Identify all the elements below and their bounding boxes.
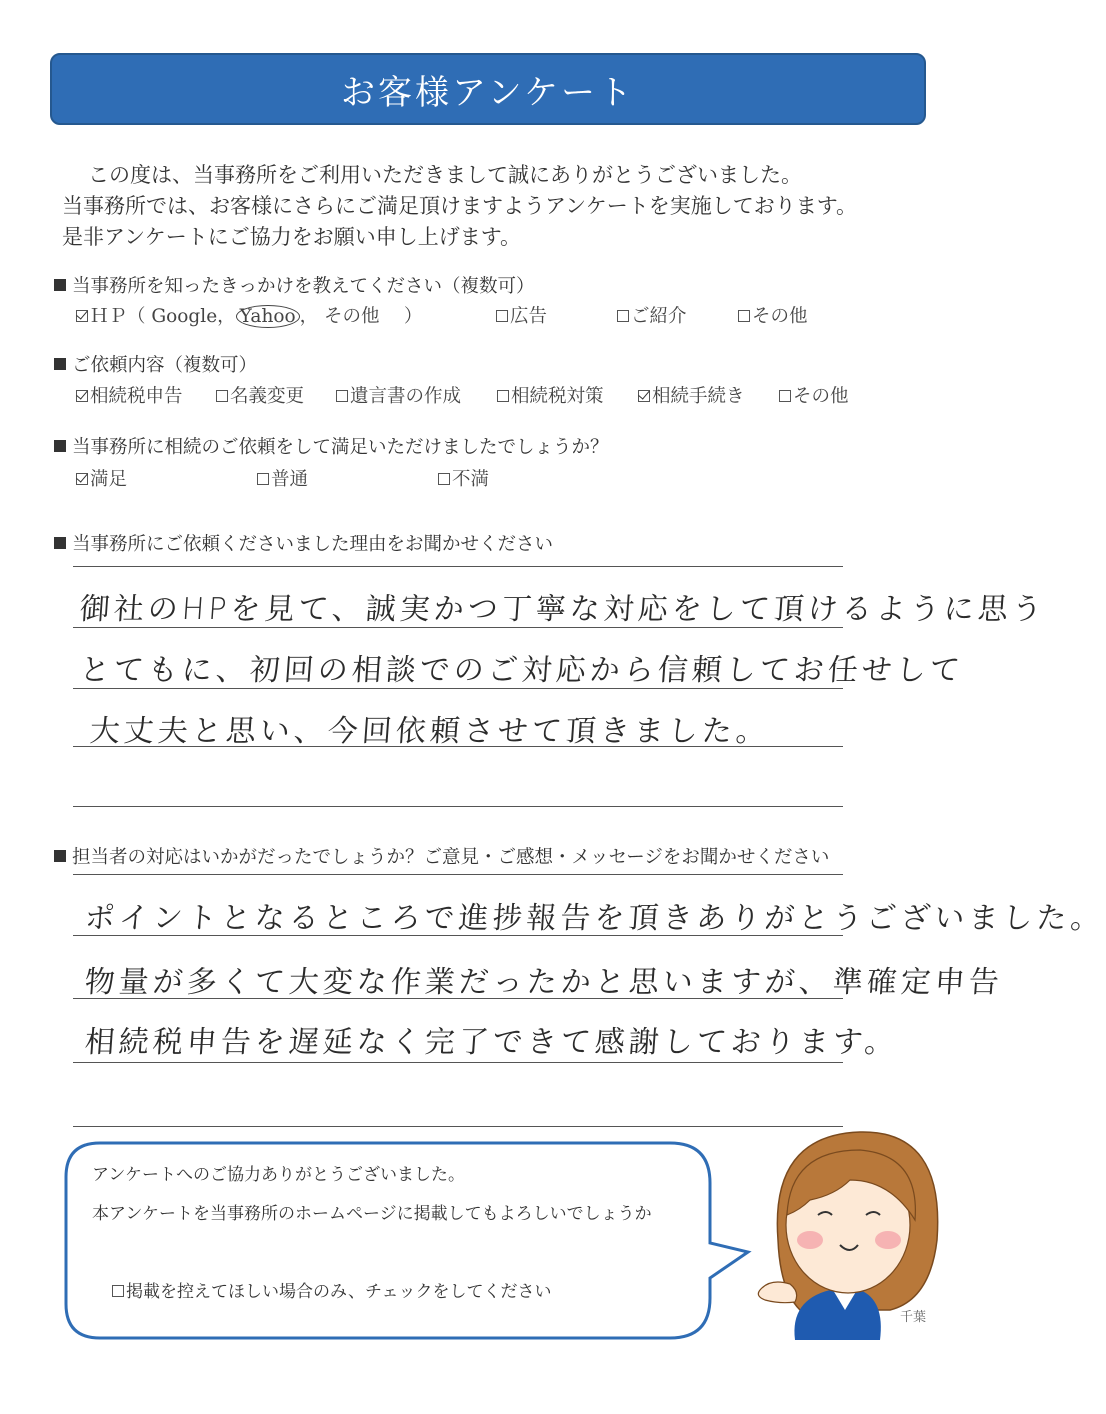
q5-answer-line-2[interactable]: 物量が多くて大変な作業だったかと思いますが、準確定申告 bbox=[83, 965, 1004, 1000]
q1-referral-label: ご紹介 bbox=[631, 306, 687, 327]
q2-option-5-label: 相続手続き bbox=[652, 386, 745, 407]
q2-option-3-label: 遺言書の作成 bbox=[350, 386, 462, 407]
q3-option-2-label: 普通 bbox=[271, 469, 309, 490]
q5-answer-line-1[interactable]: ポイントとなるところで進捗報告を頂きありがとうございました。 bbox=[83, 901, 1106, 936]
q2-option-4-label: 相続税対策 bbox=[511, 386, 604, 407]
question-1-label: 当事務所を知ったきっかけを教えてください（複数可） bbox=[72, 276, 535, 297]
q1-hp-yahoo-circled: Yahoo bbox=[236, 305, 300, 328]
intro-line-2: 当事務所では、お客様にさらにご満足頂けますようアンケートを実施しております。 bbox=[62, 194, 858, 218]
question-5-label: 担当者の対応はいかがだったでしょうか？ご意見・ご感想・メッセージをお聞かせください bbox=[72, 847, 830, 868]
q2-option-2-label: 名義変更 bbox=[230, 386, 305, 407]
staff-name: 千葉 bbox=[900, 1310, 927, 1325]
intro-line-1: この度は、当事務所をご利用いただきまして誠にありがとうございました。 bbox=[88, 163, 802, 187]
q4-answer-line-2[interactable]: とてもに、初回の相談でのご対応から信頼してお任せして bbox=[78, 653, 965, 688]
q2-option-1-label: 相続税申告 bbox=[90, 386, 183, 407]
q4-answer-line-1[interactable]: 御社のHPを見て、誠実かつ丁寧な対応をして頂けるように思う bbox=[78, 592, 1048, 627]
q1-hp-rest: ， その他 ） bbox=[299, 306, 423, 327]
bubble-question-text: 本アンケートを当事務所のホームページに掲載してもよろしいでしょうか bbox=[92, 1204, 652, 1224]
q2-option-6-label: その他 bbox=[793, 386, 849, 407]
q5-answer-line-3[interactable]: 相続税申告を遅延なく完了できて感謝しております。 bbox=[83, 1025, 900, 1060]
q3-option-1-label: 満足 bbox=[90, 469, 128, 490]
bubble-opt-out-label: 掲載を控えてほしい場合のみ、チェックをしてください bbox=[126, 1282, 552, 1302]
q1-other-label: その他 bbox=[752, 306, 808, 327]
q1-hp-label: ＨＰ（ Google， bbox=[90, 306, 236, 327]
bubble-opt-out[interactable] bbox=[112, 1277, 552, 1302]
question-4-label: 当事務所にご依頼くださいました理由をお聞かせください bbox=[72, 534, 554, 555]
q1-ad-label: 広告 bbox=[510, 306, 548, 327]
bubble-thanks-text: アンケートへのご協力ありがとうございました。 bbox=[92, 1165, 465, 1185]
q3-option-3-label: 不満 bbox=[452, 469, 490, 490]
checkbox-icon[interactable] bbox=[112, 1285, 124, 1297]
page-title: お客様アンケート bbox=[341, 72, 635, 113]
question-3-label: 当事務所に相続のご依頼をして満足いただけましたでしょうか？ bbox=[72, 437, 609, 458]
q4-answer-line-3[interactable]: 大丈夫と思い、今回依頼させて頂きました。 bbox=[88, 714, 771, 749]
question-2-label: ご依頼内容（複数可） bbox=[72, 355, 258, 376]
intro-line-3: 是非アンケートにご協力をお願い申し上げます。 bbox=[62, 225, 522, 249]
